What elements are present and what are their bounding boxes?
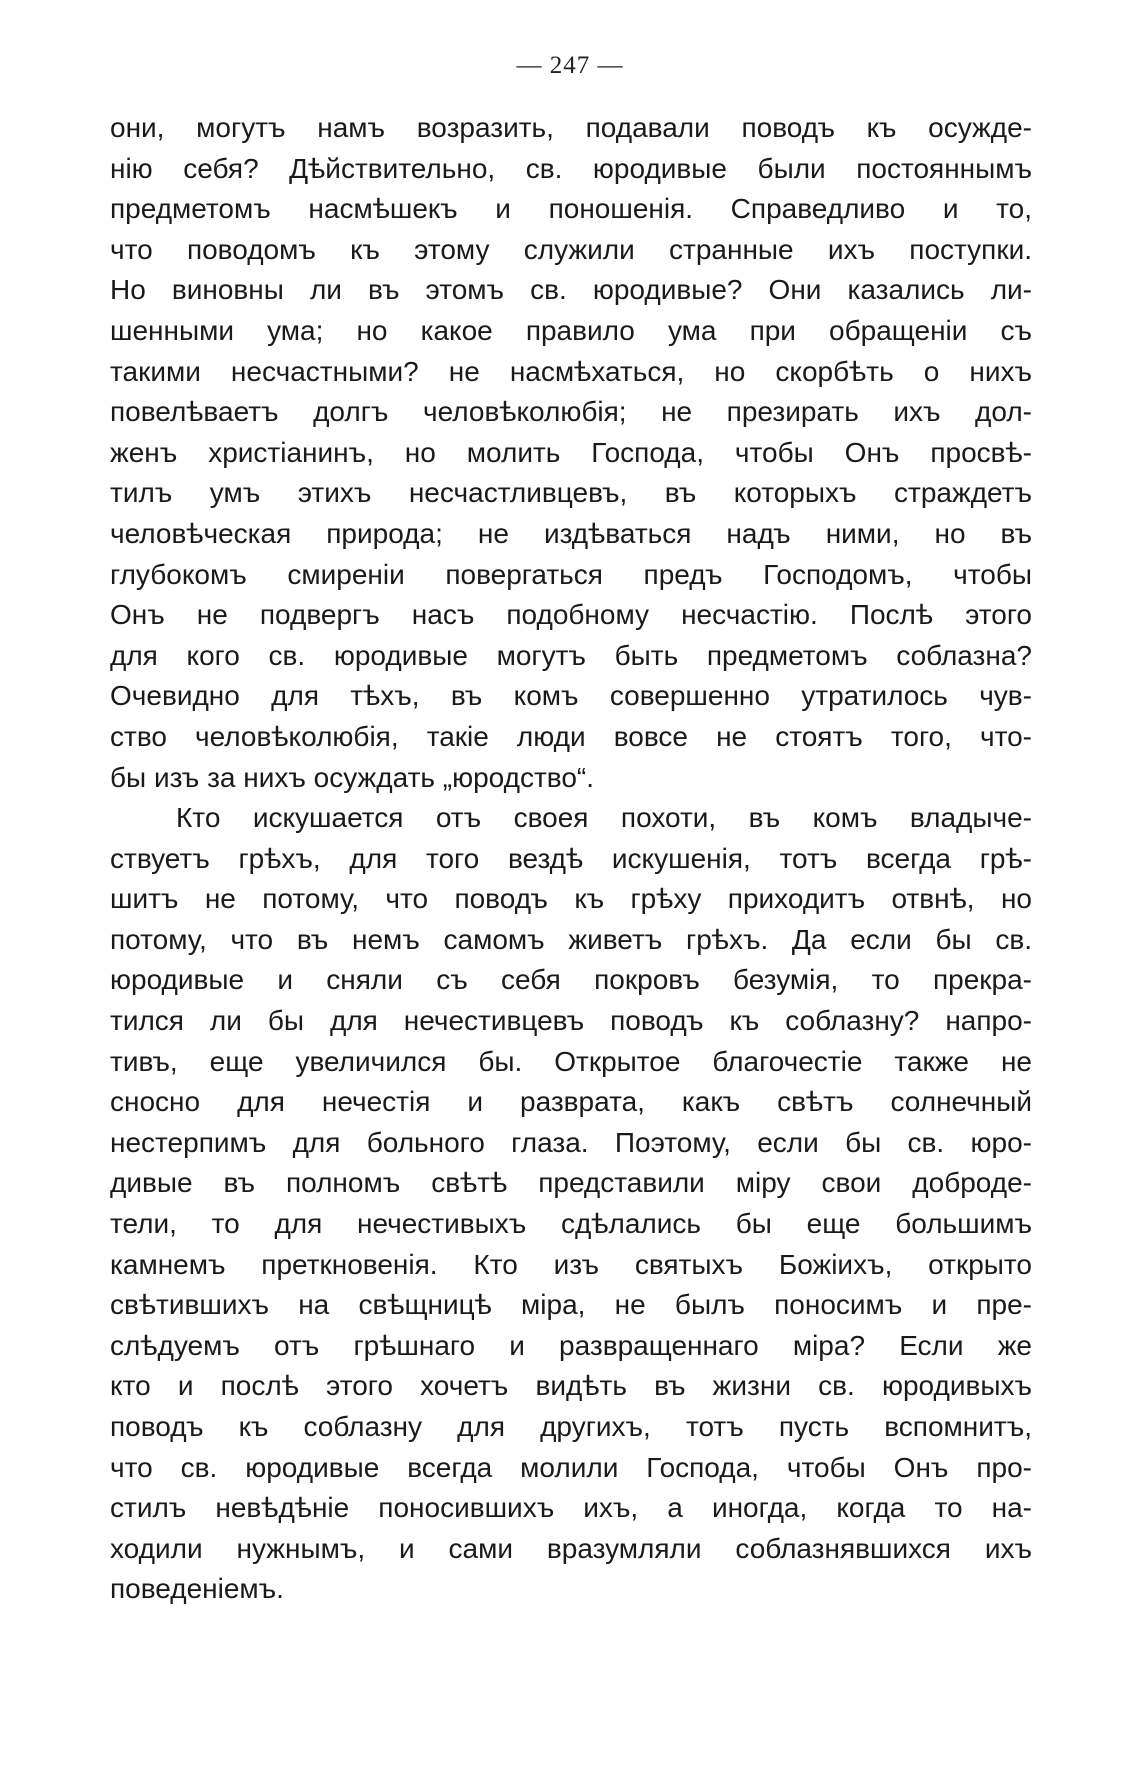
text-line: потому, что въ немъ самомъ живетъ грѣхъ. Да если бы св.	[110, 923, 1032, 955]
text-line: глубокомъ смиреніи повергаться предъ Господомъ, чтобы	[110, 558, 1032, 590]
text-line: ходили нужнымъ, и сами вразумляли соблазнявшихся ихъ	[110, 1532, 1032, 1564]
text-line: повелѣваетъ долгъ человѣколюбія; не презирать ихъ дол-	[110, 396, 1032, 428]
text-line: такими несчастными? не насмѣхаться, но скорбѣть о нихъ	[110, 355, 1032, 387]
text-line: Но виновны ли въ этомъ св. юродивые? Они казались ли-	[110, 274, 1032, 306]
text-line: что поводомъ къ этому служили странные ихъ поступки.	[110, 233, 1032, 265]
text-line: человѣческая природа; не издѣваться надъ ними, но въ	[110, 517, 1032, 549]
text-line: тивъ, еще увеличился бы. Открытое благочестіе также не	[110, 1045, 1032, 1077]
text-line: тился ли бы для нечестивцевъ поводъ къ соблазну? напро-	[110, 1005, 1032, 1037]
text-line: они, могутъ намъ возразить, подавали поводъ къ осужде-	[110, 112, 1032, 143]
text-line: камнемъ преткновенія. Кто изъ святыхъ Божіихъ, открыто	[110, 1248, 1032, 1280]
paragraph-1	[110, 108, 1032, 798]
text-line: Кто искушается отъ своея похоти, въ комъ владыче-	[176, 802, 1032, 834]
text-line: нію себя? Дѣйствительно, св. юродивые были постояннымъ	[110, 152, 1032, 184]
text-line: шитъ не потому, что поводъ къ грѣху приходитъ отвнѣ, но	[110, 883, 1032, 915]
text-line: женъ христіанинъ, но молить Господа, чтобы Онъ просвѣ-	[110, 436, 1032, 468]
text-line: свѣтившихъ на свѣщницѣ міра, не былъ поносимъ и пре-	[110, 1289, 1032, 1321]
page-number: — 247 —	[516, 52, 624, 79]
text-line: стилъ невѣдѣніе поносившихъ ихъ, а иногда, когда то на-	[110, 1492, 1032, 1524]
text-line: поведеніемъ.	[110, 1573, 284, 1605]
text-line: дивые въ полномъ свѣтѣ представили міру свои доброде-	[110, 1167, 1032, 1199]
text-line: ствуетъ грѣхъ, для того вездѣ искушенія, тотъ всегда грѣ-	[110, 842, 1032, 874]
text-line: бы изъ за нихъ осуждать „юродство“.	[110, 761, 595, 793]
text-line: Онъ не подвергъ насъ подобному несчастію. Послѣ этого	[110, 599, 1032, 631]
text-line: что св. юродивые всегда молили Господа, чтобы Онъ про-	[110, 1451, 1032, 1483]
text-line: тилъ умъ этихъ несчастливцевъ, въ которыхъ страждетъ	[110, 477, 1032, 509]
text-line: поводъ къ соблазну для другихъ, тотъ пусть вспомнитъ,	[110, 1411, 1032, 1442]
text-line: нестерпимъ для больного глаза. Поэтому, если бы св. юро-	[110, 1126, 1032, 1158]
text-line: шенными ума; но какое правило ума при обращеніи съ	[110, 314, 1032, 346]
text-line: тели, то для нечестивыхъ сдѣлались бы еще большимъ	[110, 1208, 1032, 1240]
text-line: кто и послѣ этого хочетъ видѣть въ жизни св. юродивыхъ	[110, 1370, 1032, 1402]
text-line: юродивые и сняли съ себя покровъ безумія, то прекра-	[110, 964, 1032, 996]
text-line: для кого св. юродивые могутъ быть предметомъ соблазна?	[110, 639, 1032, 671]
text-line: слѣдуемъ отъ грѣшнаго и развращеннаго міра? Если же	[110, 1329, 1032, 1361]
text-line: Очевидно для тѣхъ, въ комъ совершенно утратилось чув-	[110, 680, 1032, 712]
paragraph-2	[110, 798, 1032, 1610]
text-line: ство человѣколюбія, такіе люди вовсе не стоятъ того, что-	[110, 720, 1032, 752]
text-line: предметомъ насмѣшекъ и поношенія. Справедливо и то,	[110, 193, 1032, 225]
body-text	[110, 108, 1032, 1610]
text-line: сносно для нечестія и разврата, какъ свѣтъ солнечный	[110, 1086, 1032, 1118]
